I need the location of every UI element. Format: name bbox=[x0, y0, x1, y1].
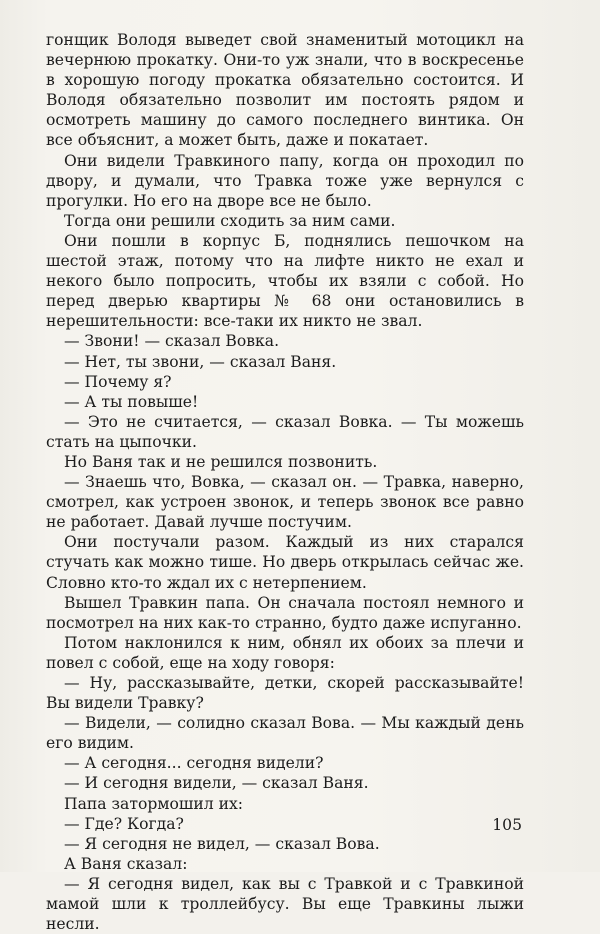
paragraph-1: гонщик Володя выведет свой знаменитый мотоцикл на вечернюю прокатку. Они-то уж знали, что в воскресенье в хорошую погоду прокатка обязательно состоится. И Володя обязательно позволит им постоять рядом и осмотреть машину до самого последнего винтика. Он все объяснит, а может быть, даже и покатает. bbox=[46, 31, 524, 150]
dialogue-line-6: — Знаешь что, Вовка, — сказал он. — Травка, наверно, смотрел, как устроен звонок, и теперь звонок все равно не работает. Давай лучше постучим. bbox=[46, 473, 524, 532]
paragraph-7: Вышел Травкин папа. Он сначала постоял немного и посмотрел на них как-то странно, будто даже испуганно. bbox=[46, 593, 524, 632]
dialogue-line-2: — Нет, ты звони, — сказал Ваня. bbox=[64, 352, 337, 371]
dialogue-line-10: — И сегодня видели, — сказал Ваня. bbox=[64, 774, 369, 793]
paragraph-2: Они видели Травкиного папу, когда он проходил по двору, и думали, что Травка тоже уже вернулся с прогулки. Но его на дворе все не было. bbox=[46, 151, 524, 210]
paragraph-4: Они пошли в корпус Б, поднялись пешочком на шестой этаж, потому что на лифте никто не ехал и некого было попросить, чтобы их взяли с собой. Но перед дверью квартиры № 68 они остановились в нерешительности: все-таки их никто не звал. bbox=[46, 231, 524, 331]
dialogue-line-7: — Ну, рассказывайте, детки, скорей рассказывайте! Вы видели Травку? bbox=[46, 674, 524, 713]
dialogue-line-3: — Почему я? bbox=[64, 372, 172, 391]
dialogue-line-12: — Я сегодня не видел, — сказал Вова. bbox=[64, 834, 380, 853]
paragraph-9: Папа затормошил их: bbox=[64, 794, 244, 813]
dialogue-line-1: — Звони! — сказал Вовка. bbox=[64, 332, 280, 351]
paragraph-10: А Ваня сказал: bbox=[64, 854, 188, 873]
dialogue-line-5: — Это не считается, — сказал Вовка. — Ты можешь стать на цыпочки. bbox=[46, 412, 524, 451]
body-text bbox=[46, 30, 524, 934]
dialogue-line-13: — Я сегодня видел, как вы с Травкой и с Травкиной мамой шли к троллейбусу. Вы еще Травкины лыжи несли. bbox=[46, 874, 524, 934]
dialogue-line-11: — Где? Когда? bbox=[64, 814, 184, 833]
page-number: 105 bbox=[492, 816, 522, 834]
dialogue-line-9: — А сегодня... сегодня видели? bbox=[64, 754, 324, 773]
paragraph-6: Они постучали разом. Каждый из них старался стучать как можно тише. Но дверь открылась сейчас же. Словно кто-то ждал их с нетерпением. bbox=[46, 533, 524, 592]
paragraph-5: Но Ваня так и не решился позвонить. bbox=[64, 452, 378, 471]
dialogue-line-8: — Видели, — солидно сказал Вова. — Мы каждый день его видим. bbox=[46, 714, 524, 753]
dialogue-line-4: — А ты повыше! bbox=[64, 392, 199, 411]
paragraph-8: Потом наклонился к ним, обнял их обоих за плечи и повел с собой, еще на ходу говоря: bbox=[46, 633, 524, 672]
paragraph-3: Тогда они решили сходить за ним сами. bbox=[64, 211, 396, 230]
